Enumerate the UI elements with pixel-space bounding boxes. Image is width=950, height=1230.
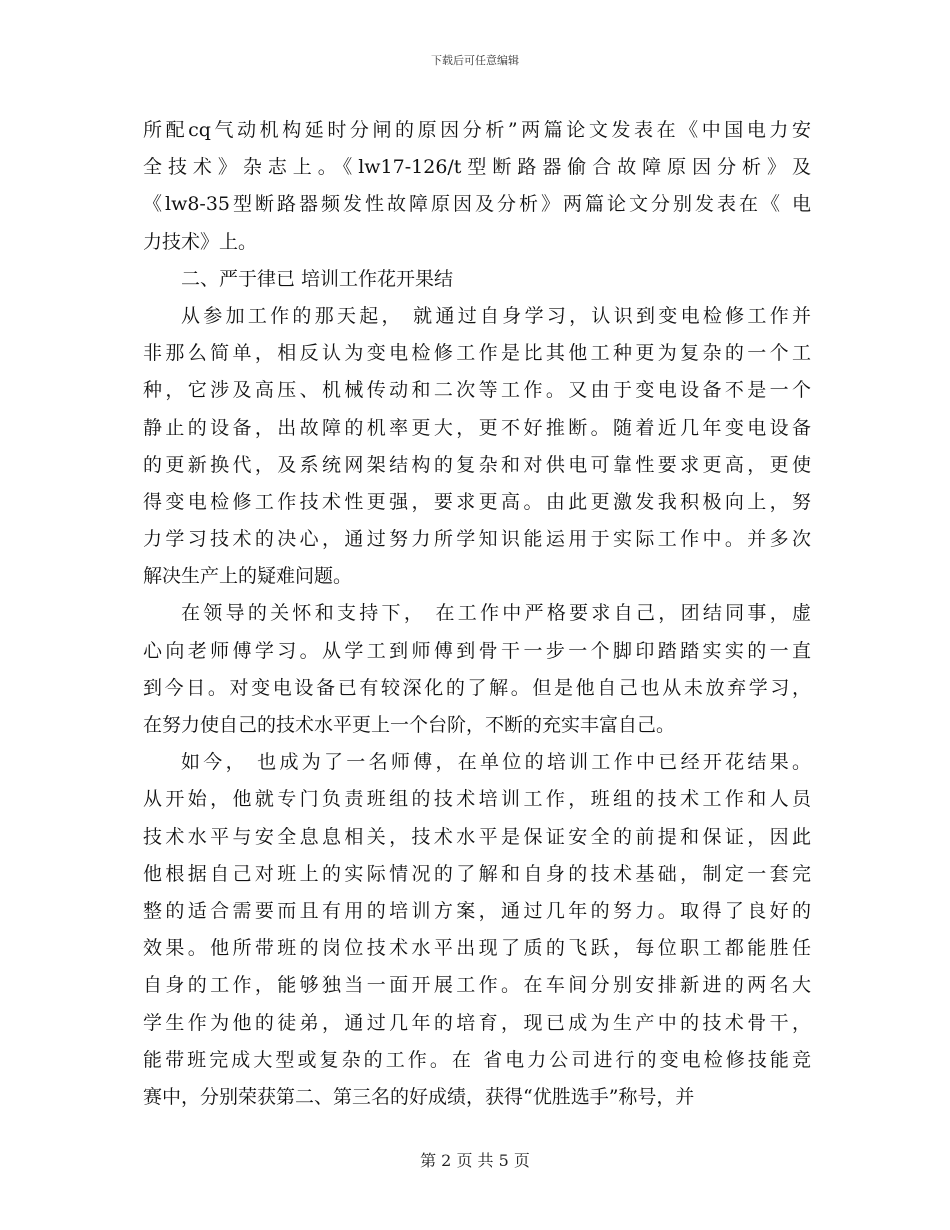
text-line: 解决生产上的疑难问题。: [143, 565, 353, 588]
text-line: 非那么简单，相反认为变电检修工作是比其他工种更为复杂的一个工: [143, 342, 811, 365]
text-line: 学生作为他的徒弟，通过几年的培育，现已成为生产中的技术骨干，: [143, 1011, 811, 1034]
text-line: 到今日。对变电设备已有较深化的了解。但是他自己也从未放弃学习，: [143, 676, 811, 699]
text-line: 如今， 也成为了一名师傅，在单位的培训工作中已经开花结果。: [181, 751, 811, 774]
paragraph: [143, 261, 811, 298]
text-line: 静止的设备，出故障的机率更大，更不好推断。随着近几年变电设备: [143, 416, 811, 439]
page-header: 下载后可任意编辑: [431, 54, 519, 67]
text-line: 全技术》杂志上。《lw17-126/t型断路器偷合故障原因分析》及: [143, 156, 811, 179]
text-line: 效果。他所带班的岗位技术水平出现了质的飞跃，每位职工都能胜任: [143, 937, 811, 960]
text-line: 从开始，他就专门负责班组的技术培训工作，班组的技术工作和人员: [143, 788, 811, 811]
document-body: [143, 112, 811, 1116]
text-line: 他根据自己对班上的实际情况的了解和自身的技术基础，制定一套完: [143, 862, 811, 885]
text-line: 心向老师傅学习。从学工到师傅到骨干一步一个脚印踏踏实实的一直: [143, 639, 811, 662]
page-footer: 第 2 页 共 5 页: [420, 1151, 530, 1170]
text-line: 整的适合需要而且有用的培训方案，通过几年的努力。取得了良好的: [143, 899, 811, 922]
paragraph: [143, 298, 811, 596]
text-line: 从参加工作的那天起， 就通过自身学习，认识到变电检修工作并: [181, 304, 811, 327]
text-line: 种，它涉及高压、机械传动和二次等工作。又由于变电设备不是一个: [143, 379, 811, 402]
text-line: 二、严于律已 培训工作花开果结: [181, 267, 454, 290]
text-line: 技术水平与安全息息相关，技术水平是保证安全的前提和保证，因此: [143, 825, 811, 848]
text-line: 在努力使自己的技术水平更上一个台阶，不断的充实丰富自己。: [143, 714, 676, 736]
text-line: 《lw8-35型断路器频发性故障原因及分析》两篇论文分别发表在《 电: [143, 193, 811, 216]
text-line: 能带班完成大型或复杂的工作。在 省电力公司进行的变电检修技能竞: [143, 1048, 811, 1071]
text-line: 得变电检修工作技术性更强，要求更高。由此更激发我积极向上，努: [143, 490, 811, 513]
paragraph: [143, 595, 811, 744]
text-line: 的更新换代，及系统网架结构的复杂和对供电可靠性要求更高，更使: [143, 453, 811, 476]
text-line: 所配cq气动机构延时分闸的原因分析”两篇论文发表在《中国电力安: [143, 119, 811, 141]
text-line: 赛中，分别荣获第二、第三名的好成绩，获得“优胜选手”称号，并: [143, 1085, 695, 1108]
text-line: 在领导的关怀和支持下， 在工作中严格要求自己，团结同事，虚: [181, 602, 811, 625]
text-line: 力学习技术的决心，通过努力所学知识能运用于实际工作中。并多次: [143, 528, 811, 551]
paragraph: [143, 744, 811, 1116]
text-line: 力技术》上。: [143, 230, 258, 253]
text-line: 自身的工作，能够独当一面开展工作。在车间分别安排新进的两名大: [143, 974, 811, 997]
paragraph: [143, 112, 811, 261]
